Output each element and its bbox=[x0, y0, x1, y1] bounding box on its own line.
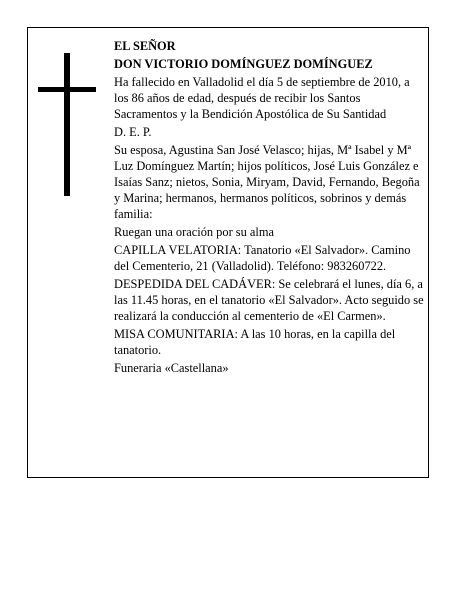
death-statement: Ha fallecido en Valladolid el día 5 de septiembre de 2010, a los 86 años de edad, después de recibir los Santos Sacramentos y la Bendición Apostólica de Su Santidad bbox=[114, 75, 410, 121]
rip-text: D. E. P. bbox=[114, 125, 152, 139]
prayer-request: Ruegan una oración por su alma bbox=[114, 225, 274, 239]
funeral-home: Funeraria «Castellana» bbox=[114, 361, 229, 375]
title-line-1: EL SEÑOR bbox=[114, 39, 176, 53]
notice-text bbox=[114, 38, 424, 378]
cross-horizontal-bar bbox=[38, 87, 96, 92]
deceased-name: DON VICTORIO DOMÍNGUEZ DOMÍNGUEZ bbox=[114, 57, 373, 71]
mass-info: MISA COMUNITARIA: A las 10 horas, en la capilla del tanatorio. bbox=[114, 327, 396, 357]
family-list: Su esposa, Agustina San José Velasco; hijas, Mª Isabel y Mª Luz Domínguez Martín; hijos políticos, José Luis González e Isaías Sanz; nietos, Sonia, Miryam, David, Fernando, Begoña y Marina; hermanos, hermanos políticos, sobrinos y demás familia: bbox=[114, 143, 420, 221]
chapel-info: CAPILLA VELATORIA: Tanatorio «El Salvador». Camino del Cementerio, 21 (Valladolid). Teléfono: 983260722. bbox=[114, 243, 411, 273]
cross-vertical-bar bbox=[64, 53, 70, 196]
farewell-info: DESPEDIDA DEL CADÁVER: Se celebrará el lunes, día 6, a las 11.45 horas, en el tanatorio «El Salvador». Acto seguido se realizará la conducción al cementerio de «El Carmen». bbox=[114, 277, 424, 323]
